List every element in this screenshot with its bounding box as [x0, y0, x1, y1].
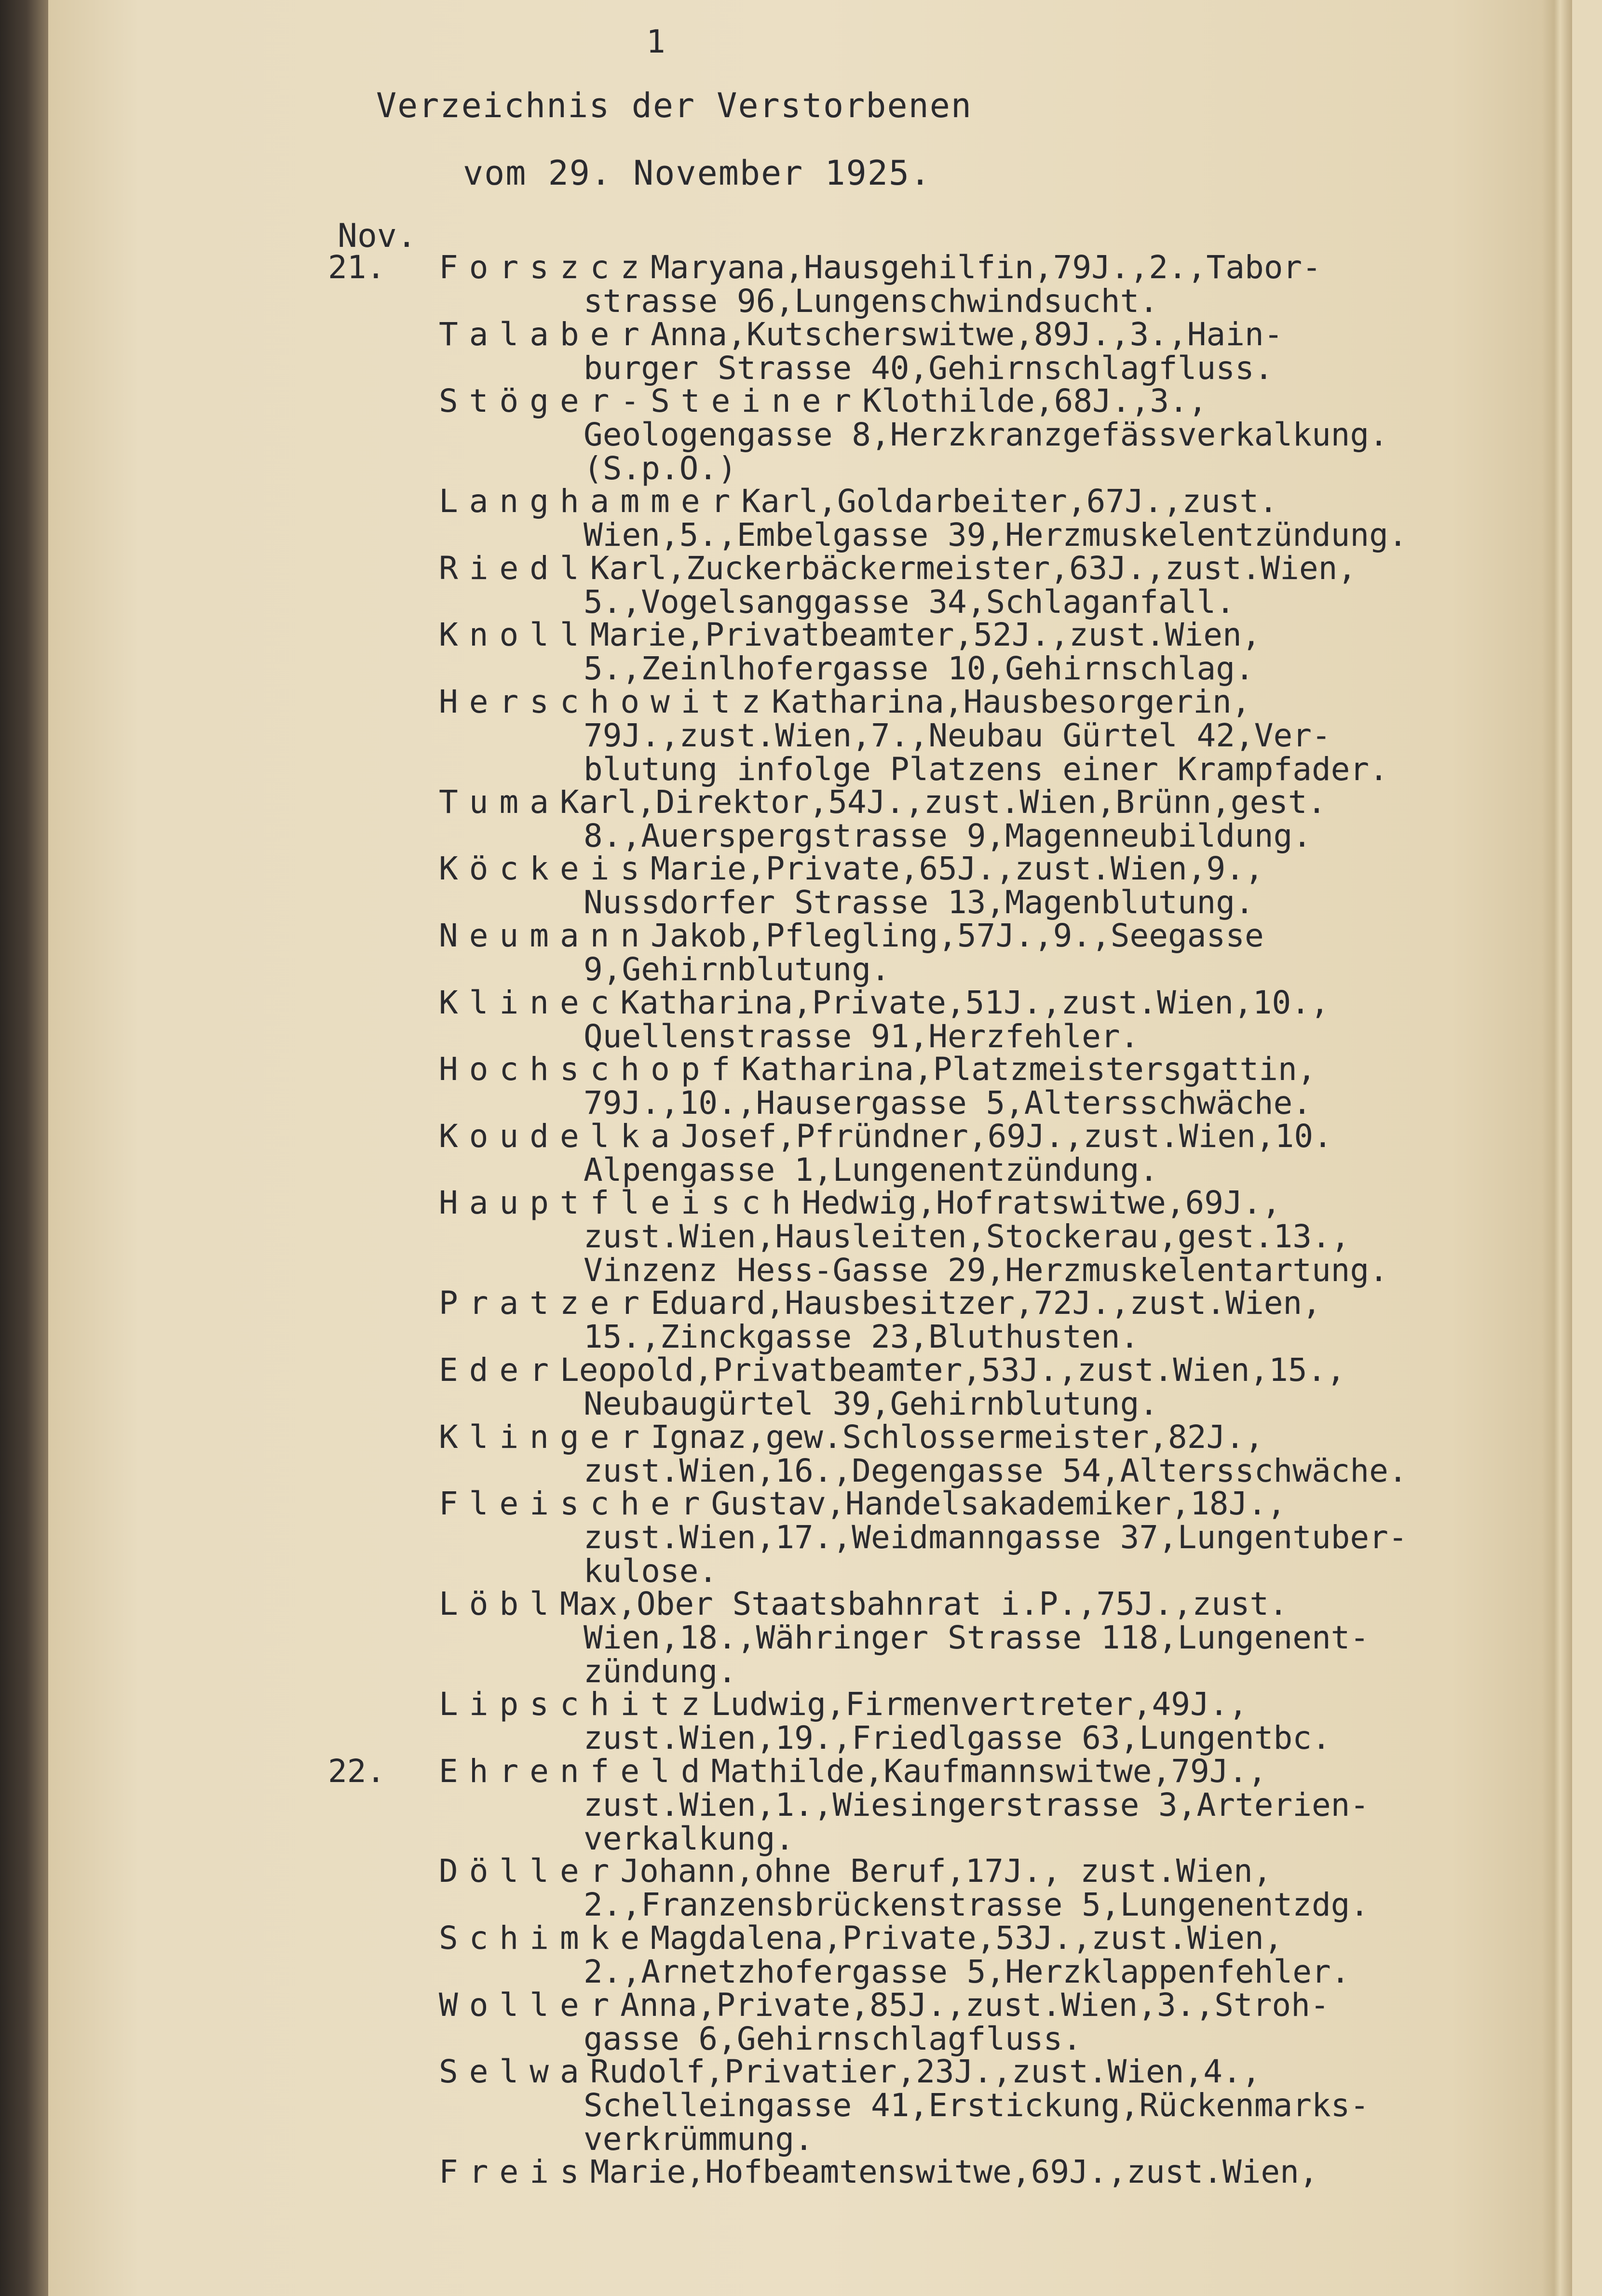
deceased-surname: Löbl	[439, 1585, 560, 1622]
entry-details: Katharina,Hausbesorgerin,	[772, 683, 1251, 720]
deceased-surname: Pratzer	[439, 1284, 651, 1322]
entry-first-line	[439, 986, 1330, 1020]
page-edge	[1542, 0, 1572, 2296]
entry-details: Eduard,Hausbesitzer,72J.,zust.Wien,	[651, 1284, 1321, 1322]
deceased-surname: Lipschitz	[439, 1685, 711, 1723]
entry-continuation-line: verkalkung.	[584, 1820, 795, 1857]
deceased-surname: Eder	[439, 1351, 560, 1389]
entry-details: Hedwig,Hofratswitwe,69J.,	[801, 1184, 1281, 1222]
entry-details: Gustav,Handelsakademiker,18J.,	[711, 1485, 1286, 1523]
register-entry	[439, 485, 1408, 552]
deceased-surname: Döller	[439, 1852, 621, 1890]
entry-details: Katharina,Private,51J.,zust.Wien,10.,	[620, 984, 1330, 1021]
deceased-surname: Hochschopf	[439, 1051, 742, 1088]
entry-first-line	[439, 1487, 1408, 1521]
deceased-surname: Ehrenfeld	[439, 1752, 711, 1790]
entry-first-line	[439, 1921, 1350, 1955]
deceased-surname: Fleischer	[439, 1485, 711, 1523]
deceased-surname: Schimke	[439, 1919, 651, 1957]
entry-first-line	[439, 315, 1283, 353]
entry-continuation-line: zust.Wien,1.,Wiesingerstrasse 3,Arterien-	[584, 1786, 1370, 1823]
entry-first-line	[439, 785, 1326, 819]
deceased-surname: Stöger-Steiner	[439, 382, 863, 420]
entry-first-line	[439, 1587, 1369, 1621]
entry-first-line	[439, 2155, 1318, 2189]
register-entry	[439, 1854, 1369, 1922]
entry-first-line	[439, 485, 1408, 518]
register-entry	[439, 1286, 1321, 1354]
entry-continuation-line: 2.,Arnetzhofergasse 5,Herzklappenfehler.	[584, 1953, 1350, 1990]
entry-first-line	[439, 1286, 1321, 1320]
deceased-surname: Woller	[439, 1986, 621, 2024]
entry-first-line	[439, 1353, 1345, 1387]
entry-first-line	[439, 1420, 1408, 1454]
entry-continuation-line: Quellenstrasse 91,Herzfehler.	[584, 1017, 1140, 1055]
deceased-surname: Selwa	[439, 2053, 590, 2091]
register-entry	[439, 852, 1264, 919]
deceased-surname: Freis	[439, 2153, 590, 2191]
register-entry	[439, 618, 1261, 686]
entry-first-line	[439, 2055, 1369, 2089]
document-subtitle: vom 29. November 1925.	[463, 153, 932, 193]
entry-continuation-line: 79J.,10.,Hausergasse 5,Altersschwäche.	[584, 1084, 1312, 1122]
deceased-surname: Talaber	[439, 315, 651, 353]
book-binding	[0, 0, 48, 2296]
register-entry	[439, 1186, 1388, 1287]
entry-continuation-line: zust.Wien,17.,Weidmanngasse 37,Lungentuber-	[584, 1519, 1408, 1556]
entry-continuation-line: Neubaugürtel 39,Gehirnblutung.	[584, 1385, 1159, 1422]
entry-details: Maryana,Hausgehilfin,79J.,2.,Tabor-	[651, 249, 1321, 286]
entry-first-line	[439, 1854, 1369, 1888]
entry-day: 21.	[328, 249, 386, 286]
entry-continuation-line: Wien,5.,Embelgasse 39,Herzmuskelentzündung.	[584, 516, 1408, 554]
entry-continuation-line: 2.,Franzensbrückenstrasse 5,Lungenentzdg.	[584, 1886, 1370, 1924]
register-entry	[439, 384, 1388, 486]
deceased-surname: Forszcz	[439, 249, 651, 286]
entry-details: Katharina,Platzmeistersgattin,	[741, 1051, 1317, 1088]
entry-continuation-line: verkrümmung.	[584, 2120, 814, 2158]
entry-continuation-line: 79J.,zust.Wien,7.,Neubau Gürtel 42,Ver-	[584, 716, 1331, 754]
entry-details: Max,Ober Staatsbahnrat i.P.,75J.,zust.	[559, 1585, 1288, 1622]
register-entry	[439, 315, 1283, 387]
entry-continuation-line: Schelleingasse 41,Erstickung,Rückenmarks-	[584, 2087, 1370, 2124]
deceased-surname: Klinec	[439, 984, 621, 1021]
entry-first-line	[439, 1117, 1332, 1155]
register-entry	[439, 1117, 1332, 1189]
entry-day: 22.	[328, 1752, 386, 1790]
register-entry	[439, 986, 1330, 1053]
month-label: Nov.	[338, 217, 417, 255]
entry-continuation-line: 15.,Zinckgasse 23,Bluthusten.	[584, 1318, 1140, 1356]
entry-continuation-line: 5.,Zeinlhofergasse 10,Gehirnschlag.	[584, 650, 1254, 688]
entry-first-line	[439, 384, 1388, 418]
entry-details: Rudolf,Privatier,23J.,zust.Wien,4.,	[590, 2053, 1261, 2091]
register-entry	[328, 249, 1321, 320]
deceased-surname: Köckeis	[439, 850, 651, 888]
deceased-surname: Tuma	[439, 783, 560, 821]
deceased-surname: Koudelka	[439, 1117, 681, 1155]
deceased-surname: Knoll	[439, 616, 590, 654]
register-entry	[439, 1921, 1350, 1989]
entry-continuation-line: zündung.	[584, 1653, 737, 1690]
entry-first-line	[439, 618, 1261, 652]
entry-details: Karl,Goldarbeiter,67J.,zust.	[741, 483, 1278, 520]
register-entry	[439, 549, 1357, 621]
entry-continuation-line: kulose.	[584, 1553, 718, 1590]
deceased-surname: Riedl	[439, 549, 590, 587]
deceased-surname: Langhammer	[439, 483, 742, 520]
entry-details: Ignaz,gew.Schlossermeister,82J.,	[651, 1418, 1264, 1456]
register-entry	[439, 1988, 1330, 2056]
entry-details: Leopold,Privatbeamter,53J.,zust.Wien,15.,	[559, 1351, 1346, 1389]
entry-details: Johann,ohne Beruf,17J., zust.Wien,	[620, 1852, 1272, 1890]
register-entry	[439, 2155, 1318, 2189]
entry-continuation-line: Geologengasse 8,Herzkranzgefässverkalkung.	[584, 416, 1388, 454]
entry-continuation-line: Wien,18.,Währinger Strasse 118,Lungenent-	[584, 1619, 1370, 1656]
entry-details: Josef,Pfründner,69J.,zust.Wien,10.	[680, 1117, 1332, 1155]
deceased-surname: Herschowitz	[439, 683, 772, 720]
entry-first-line	[439, 1988, 1330, 2022]
entry-continuation-line: 9,Gehirnblutung.	[584, 951, 890, 988]
page-number: 1	[646, 23, 665, 60]
entry-continuation-line: Nussdorfer Strasse 13,Magenblutung.	[584, 884, 1254, 921]
entry-first-line	[439, 549, 1357, 587]
entry-first-line	[439, 251, 1321, 284]
register-entry	[439, 1053, 1316, 1120]
register-entry	[439, 785, 1326, 853]
entry-details: Ludwig,Firmenvertreter,49J.,	[711, 1685, 1248, 1723]
entry-continuation-line: zust.Wien,Hausleiten,Stockerau,gest.13.,	[584, 1218, 1350, 1256]
entry-continuation-line: blutung infolge Platzens einer Krampfader.	[584, 750, 1388, 788]
register-entry	[439, 1487, 1408, 1588]
entry-details: Jakob,Pflegling,57J.,9.,Seegasse	[651, 917, 1264, 954]
entry-details: Anna,Kutscherswitwe,89J.,3.,Hain-	[651, 315, 1283, 353]
deceased-surname: Hauptfleisch	[439, 1184, 802, 1222]
register-entry	[439, 1420, 1408, 1488]
register-entry	[439, 1587, 1369, 1688]
register-entry	[439, 1353, 1345, 1421]
register-entry	[328, 1752, 1370, 1857]
entry-continuation-line: burger Strasse 40,Gehirnschlagfluss.	[584, 349, 1274, 387]
entry-continuation-line: Vinzenz Hess-Gasse 29,Herzmuskelentartung.	[584, 1252, 1388, 1289]
entry-first-line	[439, 1186, 1388, 1220]
entry-details: Mathilde,Kaufmannswitwe,79J.,	[711, 1752, 1267, 1790]
entry-first-line	[439, 1752, 1369, 1790]
entry-first-line	[439, 685, 1388, 719]
entry-first-line	[439, 1053, 1316, 1086]
entry-continuation-line: Alpengasse 1,Lungenentzündung.	[584, 1151, 1159, 1189]
entry-details: Karl,Zuckerbäckermeister,63J.,zust.Wien,	[590, 549, 1357, 587]
entry-first-line	[439, 919, 1264, 953]
entry-continuation-line: strasse 96,Lungenschwindsucht.	[584, 283, 1159, 320]
entry-details: Magdalena,Private,53J.,zust.Wien,	[651, 1919, 1283, 1957]
register-entry	[439, 919, 1264, 986]
entry-details: Marie,Privatbeamter,52J.,zust.Wien,	[590, 616, 1261, 654]
document-title: Verzeichnis der Verstorbenen	[376, 86, 973, 125]
deceased-surname: Neumann	[439, 917, 651, 954]
register-entry	[439, 1685, 1331, 1756]
entry-first-line	[439, 1685, 1331, 1723]
register-entry	[439, 2055, 1369, 2156]
entry-details: Klothilde,68J.,3.,	[862, 382, 1208, 420]
entry-continuation-line: 5.,Vogelsanggasse 34,Schlaganfall.	[584, 583, 1235, 621]
entry-continuation-line: 8.,Auerspergstrasse 9,Magenneubildung.	[584, 817, 1312, 854]
entry-details: Marie,Private,65J.,zust.Wien,9.,	[651, 850, 1264, 888]
entry-first-line	[439, 852, 1264, 886]
entry-details: Karl,Direktor,54J.,zust.Wien,Brünn,gest.	[559, 783, 1327, 821]
entry-continuation-line: zust.Wien,16.,Degengasse 54,Altersschwäche.	[584, 1452, 1408, 1489]
entry-details: Marie,Hofbeamtenswitwe,69J.,zust.Wien,	[590, 2153, 1318, 2191]
entry-continuation-line: zust.Wien,19.,Friedlgasse 63,Lungentbc.	[584, 1719, 1331, 1756]
entry-details: Anna,Private,85J.,zust.Wien,3.,Stroh-	[620, 1986, 1330, 2024]
entry-continuation-line: gasse 6,Gehirnschlagfluss.	[584, 2020, 1082, 2057]
deceased-surname: Klinger	[439, 1418, 651, 1456]
register-entry	[439, 685, 1388, 786]
entry-continuation-line: (S.p.O.)	[584, 450, 737, 487]
